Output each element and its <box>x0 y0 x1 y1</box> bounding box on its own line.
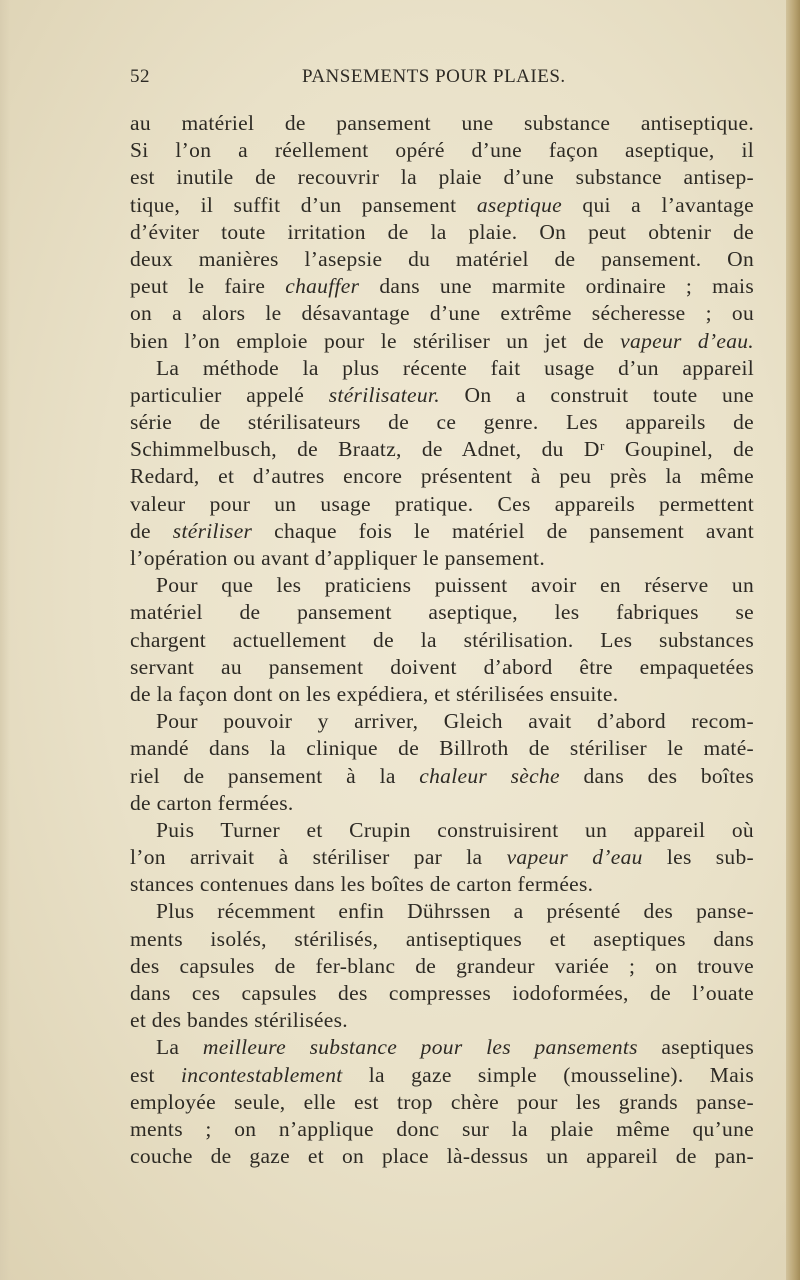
text-line: Redard, et d’autres encore présentent à peu près la même <box>130 464 754 489</box>
italic-term: meilleure substance pour les pansements <box>202 1035 638 1060</box>
text-line: d’éviter toute irritation de la plaie. On peut obtenir de <box>130 219 754 244</box>
text-line: riel de pansement à la chaleur sèche dans des boîtes <box>130 763 754 788</box>
text-line: des capsules de fer-blanc de grandeur variée ; on trouve <box>130 953 754 978</box>
body-text <box>130 110 754 1170</box>
text-line: Puis Turner et Crupin construisirent un appareil où <box>156 817 754 842</box>
text-line: Schimmelbusch, de Braatz, de Adnet, du Dʳ Goupinel, de <box>130 437 754 462</box>
text-line: particulier appelé stérilisateur. On a construit toute une <box>130 382 754 407</box>
text-line: chargent actuellement de la stérilisation. Les substances <box>130 627 754 652</box>
text-line: de stériliser chaque fois le matériel de pansement avant <box>130 518 754 543</box>
italic-term: aseptique <box>476 192 562 217</box>
text-line: bien l’on emploie pour le stériliser un jet de vapeur d’eau. <box>130 328 754 353</box>
italic-term: vapeur d’eau. <box>620 328 754 353</box>
text-line: l’on arrivait à stériliser par la vapeur d’eau les sub- <box>130 845 754 870</box>
text-line: ments ; on n’applique donc sur la plaie même qu’une <box>130 1116 754 1141</box>
text-line: stances contenues dans les boîtes de carton fermées. <box>130 872 594 897</box>
page-left-edge <box>0 0 10 1280</box>
text-line: La meilleure substance pour les pansements aseptiques <box>156 1035 754 1060</box>
text-line: de la façon dont on les expédiera, et stérilisées ensuite. <box>130 681 619 706</box>
text-line: on a alors le désavantage d’une extrême sécheresse ; ou <box>130 301 754 326</box>
italic-term: chauffer <box>285 274 360 299</box>
text-line: dans ces capsules des compresses iodoformées, de l’ouate <box>130 981 754 1005</box>
italic-term: incontestablement <box>181 1062 343 1087</box>
text-line: de carton fermées. <box>130 790 294 815</box>
page-right-edge <box>786 0 800 1280</box>
text-line: Pour que les praticiens puissent avoir en réserve un <box>156 573 754 598</box>
text-line: Si l’on a réellement opéré d’une façon aseptique, il <box>130 138 754 163</box>
italic-term: stérilisateur. <box>328 382 440 407</box>
italic-term: vapeur d’eau <box>506 845 643 870</box>
text-line: Plus récemment enfin Dührssen a présenté des panse- <box>156 899 754 924</box>
text-line: au matériel de pansement une substance antiseptique. <box>130 111 754 135</box>
italic-term: stériliser <box>172 518 253 543</box>
text-line: ments isolés, stérilisés, antiseptiques et aseptiques dans <box>130 926 754 951</box>
text-line: La méthode la plus récente fait usage d’un appareil <box>156 355 754 380</box>
text-line: couche de gaze et on place là-dessus un appareil de pan- <box>130 1144 754 1169</box>
text-line: mandé dans la clinique de Billroth de stériliser le maté- <box>130 736 754 761</box>
text-line: Pour pouvoir y arriver, Gleich avait d’abord recom- <box>156 709 754 734</box>
text-line: valeur pour un usage pratique. Ces appareils permettent <box>130 491 754 516</box>
text-line: peut le faire chauffer dans une marmite ordinaire ; mais <box>130 274 754 299</box>
text-line: tique, il suffit d’un pansement aseptique qui a l’avantage <box>130 192 754 217</box>
text-line: est incontestablement la gaze simple (mousseline). Mais <box>130 1062 754 1087</box>
text-line: employée seule, elle est trop chère pour les grands panse- <box>130 1089 754 1114</box>
page-number: 52 <box>130 66 150 87</box>
text-line: l’opération ou avant d’appliquer le pansement. <box>130 546 545 570</box>
text-line: série de stérilisateurs de ce genre. Les appareils de <box>130 410 754 435</box>
text-line: matériel de pansement aseptique, les fabriques se <box>130 600 754 625</box>
page-header <box>130 66 754 96</box>
text-line: et des bandes stérilisées. <box>130 1008 348 1033</box>
text-line: deux manières l’asepsie du matériel de pansement. On <box>130 246 754 271</box>
running-head: PANSEMENTS POUR PLAIES. <box>302 66 566 87</box>
text-line: est inutile de recouvrir la plaie d’une substance antisep- <box>130 165 754 190</box>
italic-term: chaleur sèche <box>419 763 560 788</box>
text-line: servant au pansement doivent d’abord être empaquetées <box>130 654 754 679</box>
